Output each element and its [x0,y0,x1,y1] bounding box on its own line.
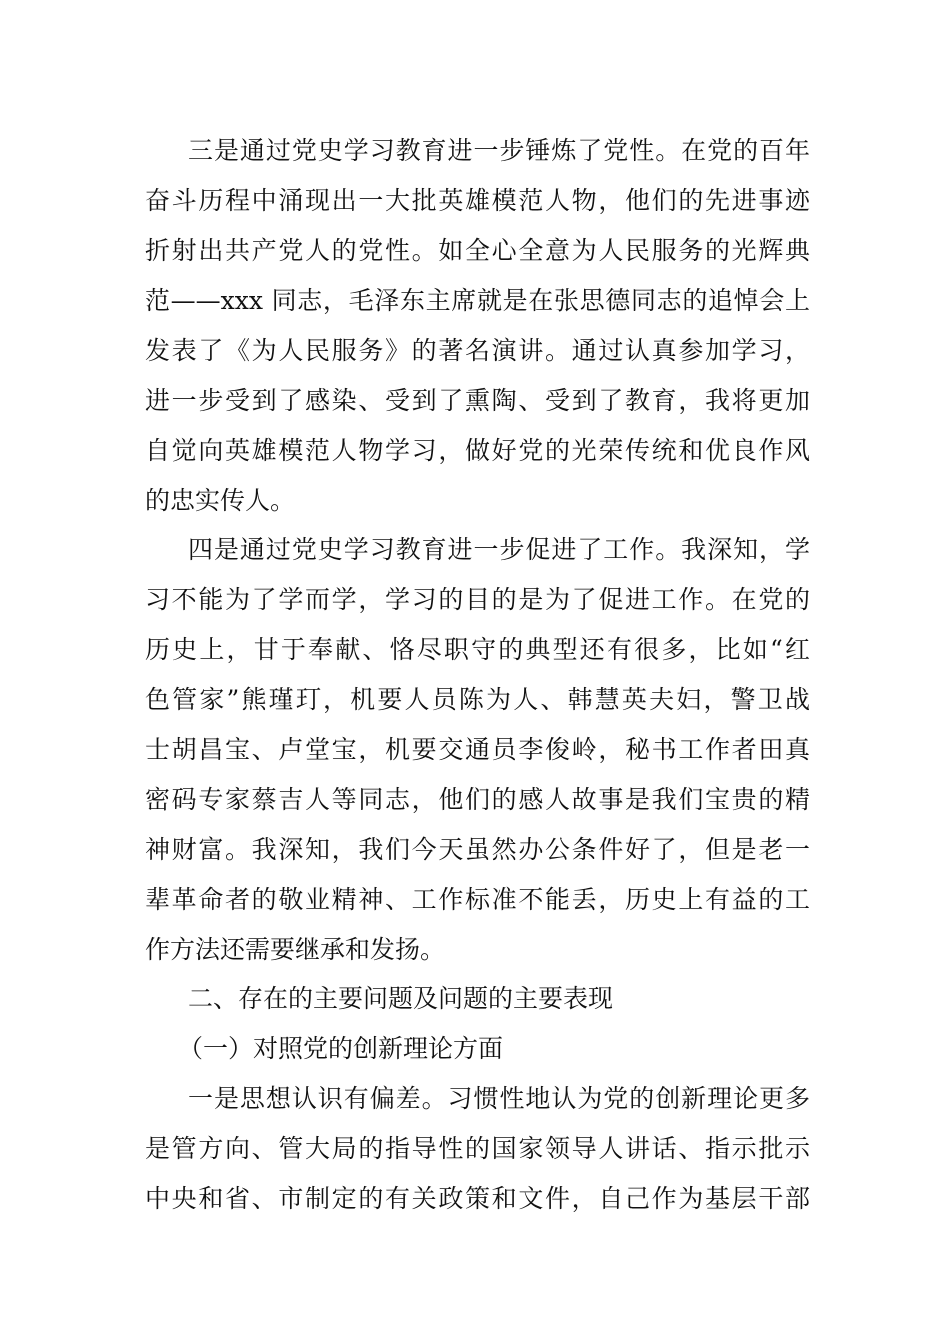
section-heading: 二、存在的主要问题及问题的主要表现 [188,984,614,1013]
paragraph-4-line-6: 密码专家蔡吉人等同志，他们的感人故事是我们宝贵的精 [145,785,810,814]
paragraph-3-line-5: 发表了《为人民服务》的著名演讲。通过认真参加学习， [145,336,810,365]
paragraph-4-line-5: 士胡昌宝、卢堂宝，机要交通员李俊岭，秘书工作者田真 [145,735,810,764]
paragraph-3-line-8: 的忠实传人。 [145,486,296,515]
paragraph-4-line-8: 辈革命者的敬业精神、工作标准不能丢，历史上有益的工 [145,885,810,914]
subsection-heading: （一）对照党的创新理论方面 [178,1034,504,1063]
paragraph-4-line-7: 神财富。我深知，我们今天虽然办公条件好了，但是老一 [145,835,810,864]
paragraph-3-line-7: 自觉向英雄模范人物学习，做好党的光荣传统和优良作风 [145,436,810,465]
paragraph-3-line-4: 范——xxx 同志，毛泽东主席就是在张思德同志的追悼会上 [145,286,810,315]
paragraph-3-line-2: 奋斗历程中涌现出一大批英雄模范人物，他们的先进事迹 [145,186,810,215]
paragraph-5-line-1: 一是思想认识有偏差。习惯性地认为党的创新理论更多 [188,1084,810,1113]
paragraph-3-line-3: 折射出共产党人的党性。如全心全意为人民服务的光辉典 [145,236,810,265]
paragraph-4-line-2: 习不能为了学而学，学习的目的是为了促进工作。在党的 [145,585,810,614]
paragraph-5-line-2: 是管方向、管大局的指导性的国家领导人讲话、指示批示 [145,1134,810,1163]
paragraph-3-line-1: 三是通过党史学习教育进一步锤炼了党性。在党的百年 [188,136,810,165]
paragraph-4-line-1: 四是通过党史学习教育进一步促进了工作。我深知，学 [188,535,810,564]
paragraph-4-line-4: 色管家”熊瑾玎，机要人员陈为人、韩慧英夫妇，警卫战 [145,685,810,714]
paragraph-4-line-3: 历史上，甘于奉献、恪尽职守的典型还有很多，比如“红 [145,635,810,664]
paragraph-4-line-9: 作方法还需要继承和发扬。 [145,935,446,964]
paragraph-5-line-3: 中央和省、市制定的有关政策和文件，自己作为基层干部 [145,1184,810,1213]
paragraph-3-line-6: 进一步受到了感染、受到了熏陶、受到了教育，我将更加 [145,386,810,415]
